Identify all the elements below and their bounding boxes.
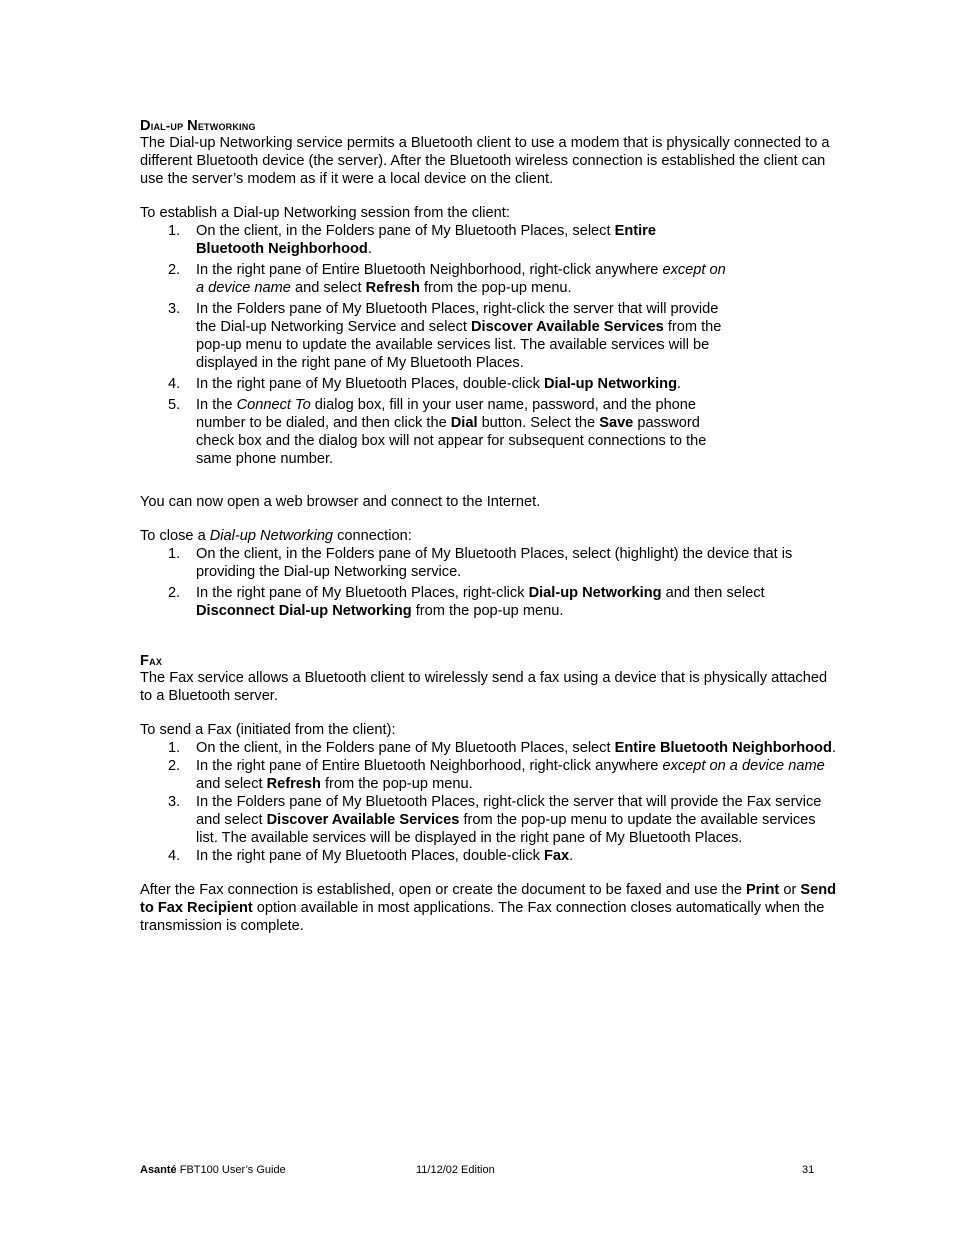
list-item: 3. In the Folders pane of My Bluetooth Places, right-click the server that will provide the Dial-up Networking Service and select Discover Available Services from the pop-up menu to update the available services list. The available services will be displayed in the right pane of My Bluetooth Places. — [168, 301, 722, 371]
list-item: 1. On the client, in the Folders pane of My Bluetooth Places, select Entire Bluetooth Neighborhood. — [168, 740, 836, 756]
footer-edition: 11/12/02 Edition — [416, 1164, 495, 1176]
fax-heading: Fax — [140, 653, 163, 669]
establish-intro: To establish a Dial-up Networking session from the client: — [140, 205, 510, 221]
list-item: 2. In the right pane of My Bluetooth Places, right-click Dial-up Networking and then select Disconnect Dial-up Networking from the pop-up menu. — [168, 585, 765, 619]
send-intro: To send a Fax (initiated from the client): — [140, 722, 396, 738]
list-item: 5. In the Connect To dialog box, fill in your user name, password, and the phone number to be dialed, and then click the Dial button. Select the Save password check box and the dialog box will not appear for subsequent connections to the same phone number. — [168, 397, 707, 467]
list-item: 4. In the right pane of My Bluetooth Places, double-click Fax. — [168, 848, 574, 864]
document-page — [140, 118, 840, 935]
list-item: 2. In the right pane of Entire Bluetooth Neighborhood, right-click anywhere except on a device name and select Refresh from the pop-up menu. — [168, 758, 825, 792]
dialup-networking-heading: Dial-up Networking — [140, 118, 256, 134]
list-item: 3. In the Folders pane of My Bluetooth Places, right-click the server that will provide the Fax service and select Discover Available Services from the pop-up menu to update the available services list. The available services will be displayed in the right pane of My Bluetooth Places. — [168, 794, 822, 846]
footer-page-number: 31 — [802, 1164, 815, 1176]
list-item: 1. On the client, in the Folders pane of My Bluetooth Places, select Entire Bluetooth Neighborhood. — [168, 223, 656, 257]
fax-steps — [140, 739, 840, 865]
dialup-intro: The Dial-up Networking service permits a Bluetooth client to use a modem that is physically connected to a different Bluetooth device (the server). After the Bluetooth wireless connection is established the client can use the server’s modem as if it were a local device on the client. — [140, 135, 830, 187]
list-item: 2. In the right pane of Entire Bluetooth Neighborhood, right-click anywhere except on a device name and select Refresh from the pop-up menu. — [168, 262, 726, 296]
now-open-text: You can now open a web browser and connect to the Internet. — [140, 494, 541, 510]
fax-after-text: After the Fax connection is established, open or create the document to be faxed and use the Print or Send to Fax Recipient option available in most applications. The Fax connection closes automatically when the transmission is complete. — [140, 882, 837, 934]
close-intro: To close a Dial-up Networking connection: — [140, 528, 412, 544]
list-item: 4. In the right pane of My Bluetooth Places, double-click Dial-up Networking. — [168, 376, 682, 392]
fax-intro: The Fax service allows a Bluetooth client to wirelessly send a fax using a device that is physically attached to a Bluetooth server. — [140, 670, 828, 704]
establish-steps — [140, 222, 840, 468]
list-item: 1. On the client, in the Folders pane of My Bluetooth Places, select (highlight) the device that is providing the Dial-up Networking service. — [168, 546, 793, 580]
footer-guide-title: Asanté FBT100 User’s Guide — [140, 1164, 286, 1176]
close-steps — [140, 545, 840, 620]
